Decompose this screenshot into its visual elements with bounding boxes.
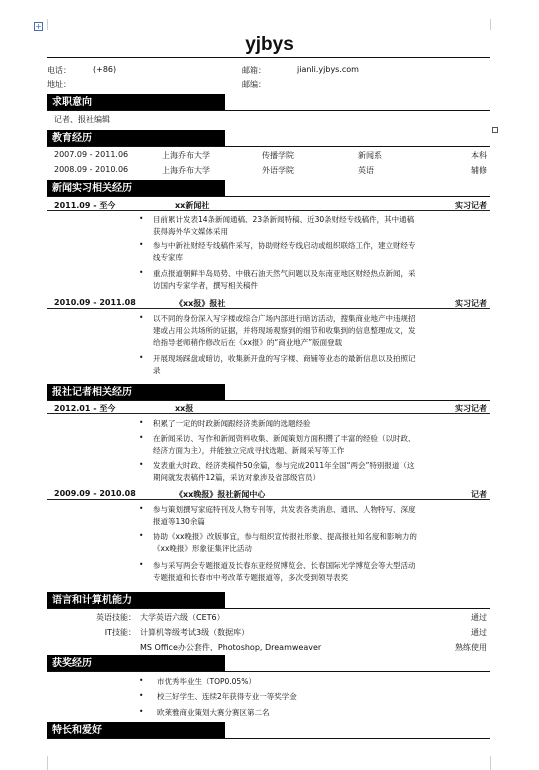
skill-label: IT技能：	[104, 628, 136, 637]
bullet-text: 发表重大时政、经济类稿件50余篇，参与完成2011年全国“两会”特别报道（这	[153, 461, 415, 470]
bullet-text: 期间就发表稿件12篇，采访对象涉及省部级官员）	[153, 473, 321, 482]
bullet-icon: •	[139, 676, 144, 685]
entry-role: 实习记者	[455, 404, 487, 413]
bullet-icon: •	[139, 240, 144, 249]
bullet-text: 协助《xx晚报》改版事宜，参与组织宣传报社形象、提高报社知名度和影响力的	[153, 532, 417, 541]
bullet-text: 访国内专家学者，撰写相关稿件	[153, 281, 258, 290]
edu-period: 2007.09 - 2011.06	[54, 150, 129, 159]
entry-org: xx报	[175, 404, 194, 413]
bullet-icon: •	[139, 560, 144, 569]
bullet-text: 在新闻采访、写作和新闻资料收集、新闻策划方面积攒了丰富的经验（以时政、	[153, 434, 416, 443]
bullet-icon: •	[139, 460, 144, 469]
entry-role: 实习记者	[455, 201, 487, 210]
intent-text: 记者、报社编辑	[54, 115, 110, 124]
edu-major: 新闻系	[358, 151, 382, 160]
bullet-text: 报道等130余篇	[153, 517, 205, 526]
bullet-text: 录	[153, 366, 161, 375]
margin-mark	[47, 19, 48, 30]
edu-degree: 本科	[471, 151, 487, 160]
entry-org: xx新闻社	[175, 201, 210, 210]
title-divider	[47, 57, 490, 58]
section-rule	[47, 196, 490, 197]
section-header-news: 新闻实习相关经历	[47, 180, 225, 197]
skill-value: 计算机等级考试3级（数据库）	[140, 628, 250, 637]
address-label: 地址：	[47, 80, 71, 89]
section-header-skills: 语言和计算机能力	[47, 592, 225, 609]
bullet-text: 获得海外华文媒体采用	[153, 227, 228, 236]
bullet-icon: •	[139, 691, 144, 700]
bullet-icon: •	[139, 268, 144, 277]
bullet-text: 目前累计发表14条新闻通稿、23条新闻特稿、近30条财经专线稿件，其中通稿	[153, 215, 415, 224]
bullet-text: 给指导老师稍作修改后在《xx报》的“商业地产”版面登载	[153, 338, 343, 347]
entry-period: 2010.09 - 2011.08	[54, 298, 136, 307]
section-rule	[47, 400, 490, 401]
entry-role: 记者	[471, 490, 487, 499]
skill-level: 通过	[471, 613, 487, 622]
entry-org: 《xx报》报社	[175, 299, 226, 308]
email-value: jianli.yjbys.com	[297, 65, 359, 74]
section-rule	[47, 671, 490, 672]
edu-college: 传播学院	[262, 151, 294, 160]
skill-value: MS Office办公套件、Photoshop, Dreamweaver	[140, 643, 322, 652]
resize-handle-icon[interactable]	[492, 127, 498, 133]
entry-org: 《xx晚报》报社新闻中心	[175, 490, 266, 499]
bullet-text: 重点报道朝鲜半岛局势、中俄石油天然气问题以及东南亚地区财经热点新闻，采	[153, 269, 416, 278]
margin-mark	[490, 756, 491, 770]
bullet-text: 以不同的身份深入写字楼或综合广场内部进行暗访活动，搜集商业地产中违规招	[153, 314, 416, 323]
section-rule	[47, 110, 490, 111]
phone-value: (+86)	[93, 65, 117, 74]
section-header-education: 教育经历	[47, 130, 225, 147]
bullet-icon: •	[139, 418, 144, 427]
section-header-intent: 求职意向	[47, 94, 225, 111]
edu-school: 上海乔布大学	[162, 166, 210, 175]
bullet-text: 参与采写两会专题报道及长春东亚经贸博览会、长春国际光学博览会等大型活动	[153, 561, 416, 570]
section-rule	[47, 738, 490, 739]
skill-level: 熟练使用	[455, 643, 487, 652]
bullet-text: 参与策划撰写家庭特刊及人物专刊等，共发表各类消息、通讯、人物特写、深度	[153, 505, 416, 514]
edu-degree: 辅修	[471, 166, 487, 175]
phone-label: 电话：	[47, 66, 71, 75]
award-item: 校三好学生、连续2年获得专业一等奖学金	[157, 692, 297, 701]
bullet-icon: •	[139, 504, 144, 513]
entry-role: 实习记者	[455, 299, 487, 308]
section-header-reporter: 报社记者相关经历	[47, 384, 225, 401]
bullet-text: 建或占用公共场所的证据，并将现场观察到的细节和收集到的信息整理成文，发	[153, 326, 416, 335]
resume-title: yjbys	[245, 34, 294, 55]
bullet-text: 参与中新社财经专线稿件采写，协助财经专线启动或组织联络工作，建立财经专	[153, 241, 416, 250]
bullet-icon: •	[139, 313, 144, 322]
edu-school: 上海乔布大学	[162, 151, 210, 160]
bullet-icon: •	[139, 433, 144, 442]
postcode-label: 邮编：	[242, 80, 266, 89]
edu-major: 英语	[358, 166, 374, 175]
entry-period: 2012.01 - 至今	[54, 404, 116, 413]
margin-mark	[490, 19, 491, 30]
bullet-icon: •	[139, 707, 144, 716]
section-header-hobbies: 特长和爱好	[47, 722, 225, 739]
section-header-awards: 获奖经历	[47, 655, 225, 672]
entry-period: 2009.09 - 2010.08	[54, 489, 136, 498]
bullet-icon: •	[139, 353, 144, 362]
bullet-text: 开展现场踩盘或暗访，收集新开盘的写字楼、商铺等业态的最新信息以及拍照记	[153, 354, 416, 363]
edu-period: 2008.09 - 2010.06	[54, 165, 129, 174]
skill-level: 通过	[471, 628, 487, 637]
entry-period: 2011.09 - 至今	[54, 201, 116, 210]
bullet-icon: •	[139, 214, 144, 223]
award-item: 欧莱雅商业策划大赛分赛区第二名	[157, 708, 270, 717]
bullet-text: 《xx晚报》形象征集评比活动	[153, 544, 252, 553]
award-item: 市优秀毕业生（TOP0.05%）	[157, 677, 256, 686]
bullet-icon: •	[139, 531, 144, 540]
bullet-text: 线专家库	[153, 253, 183, 262]
bullet-text: 积累了一定的时政新闻跟经济类新闻的选题经验	[153, 419, 311, 428]
margin-mark	[47, 756, 48, 770]
edu-college: 外语学院	[262, 166, 294, 175]
section-rule	[47, 608, 490, 609]
skill-label: 英语技能：	[96, 613, 136, 622]
skill-value: 大学英语六级（CET6）	[140, 613, 225, 622]
section-rule	[47, 146, 490, 147]
move-handle-icon[interactable]: +	[35, 22, 42, 31]
bullet-text: 专题报道和长春市中考改革专题报道等，多次受到领导表奖	[153, 573, 348, 582]
bullet-text: 经济方面为主），并能独立完成寻找选题、新闻采写等工作	[153, 446, 345, 455]
email-label: 邮箱：	[242, 66, 266, 75]
